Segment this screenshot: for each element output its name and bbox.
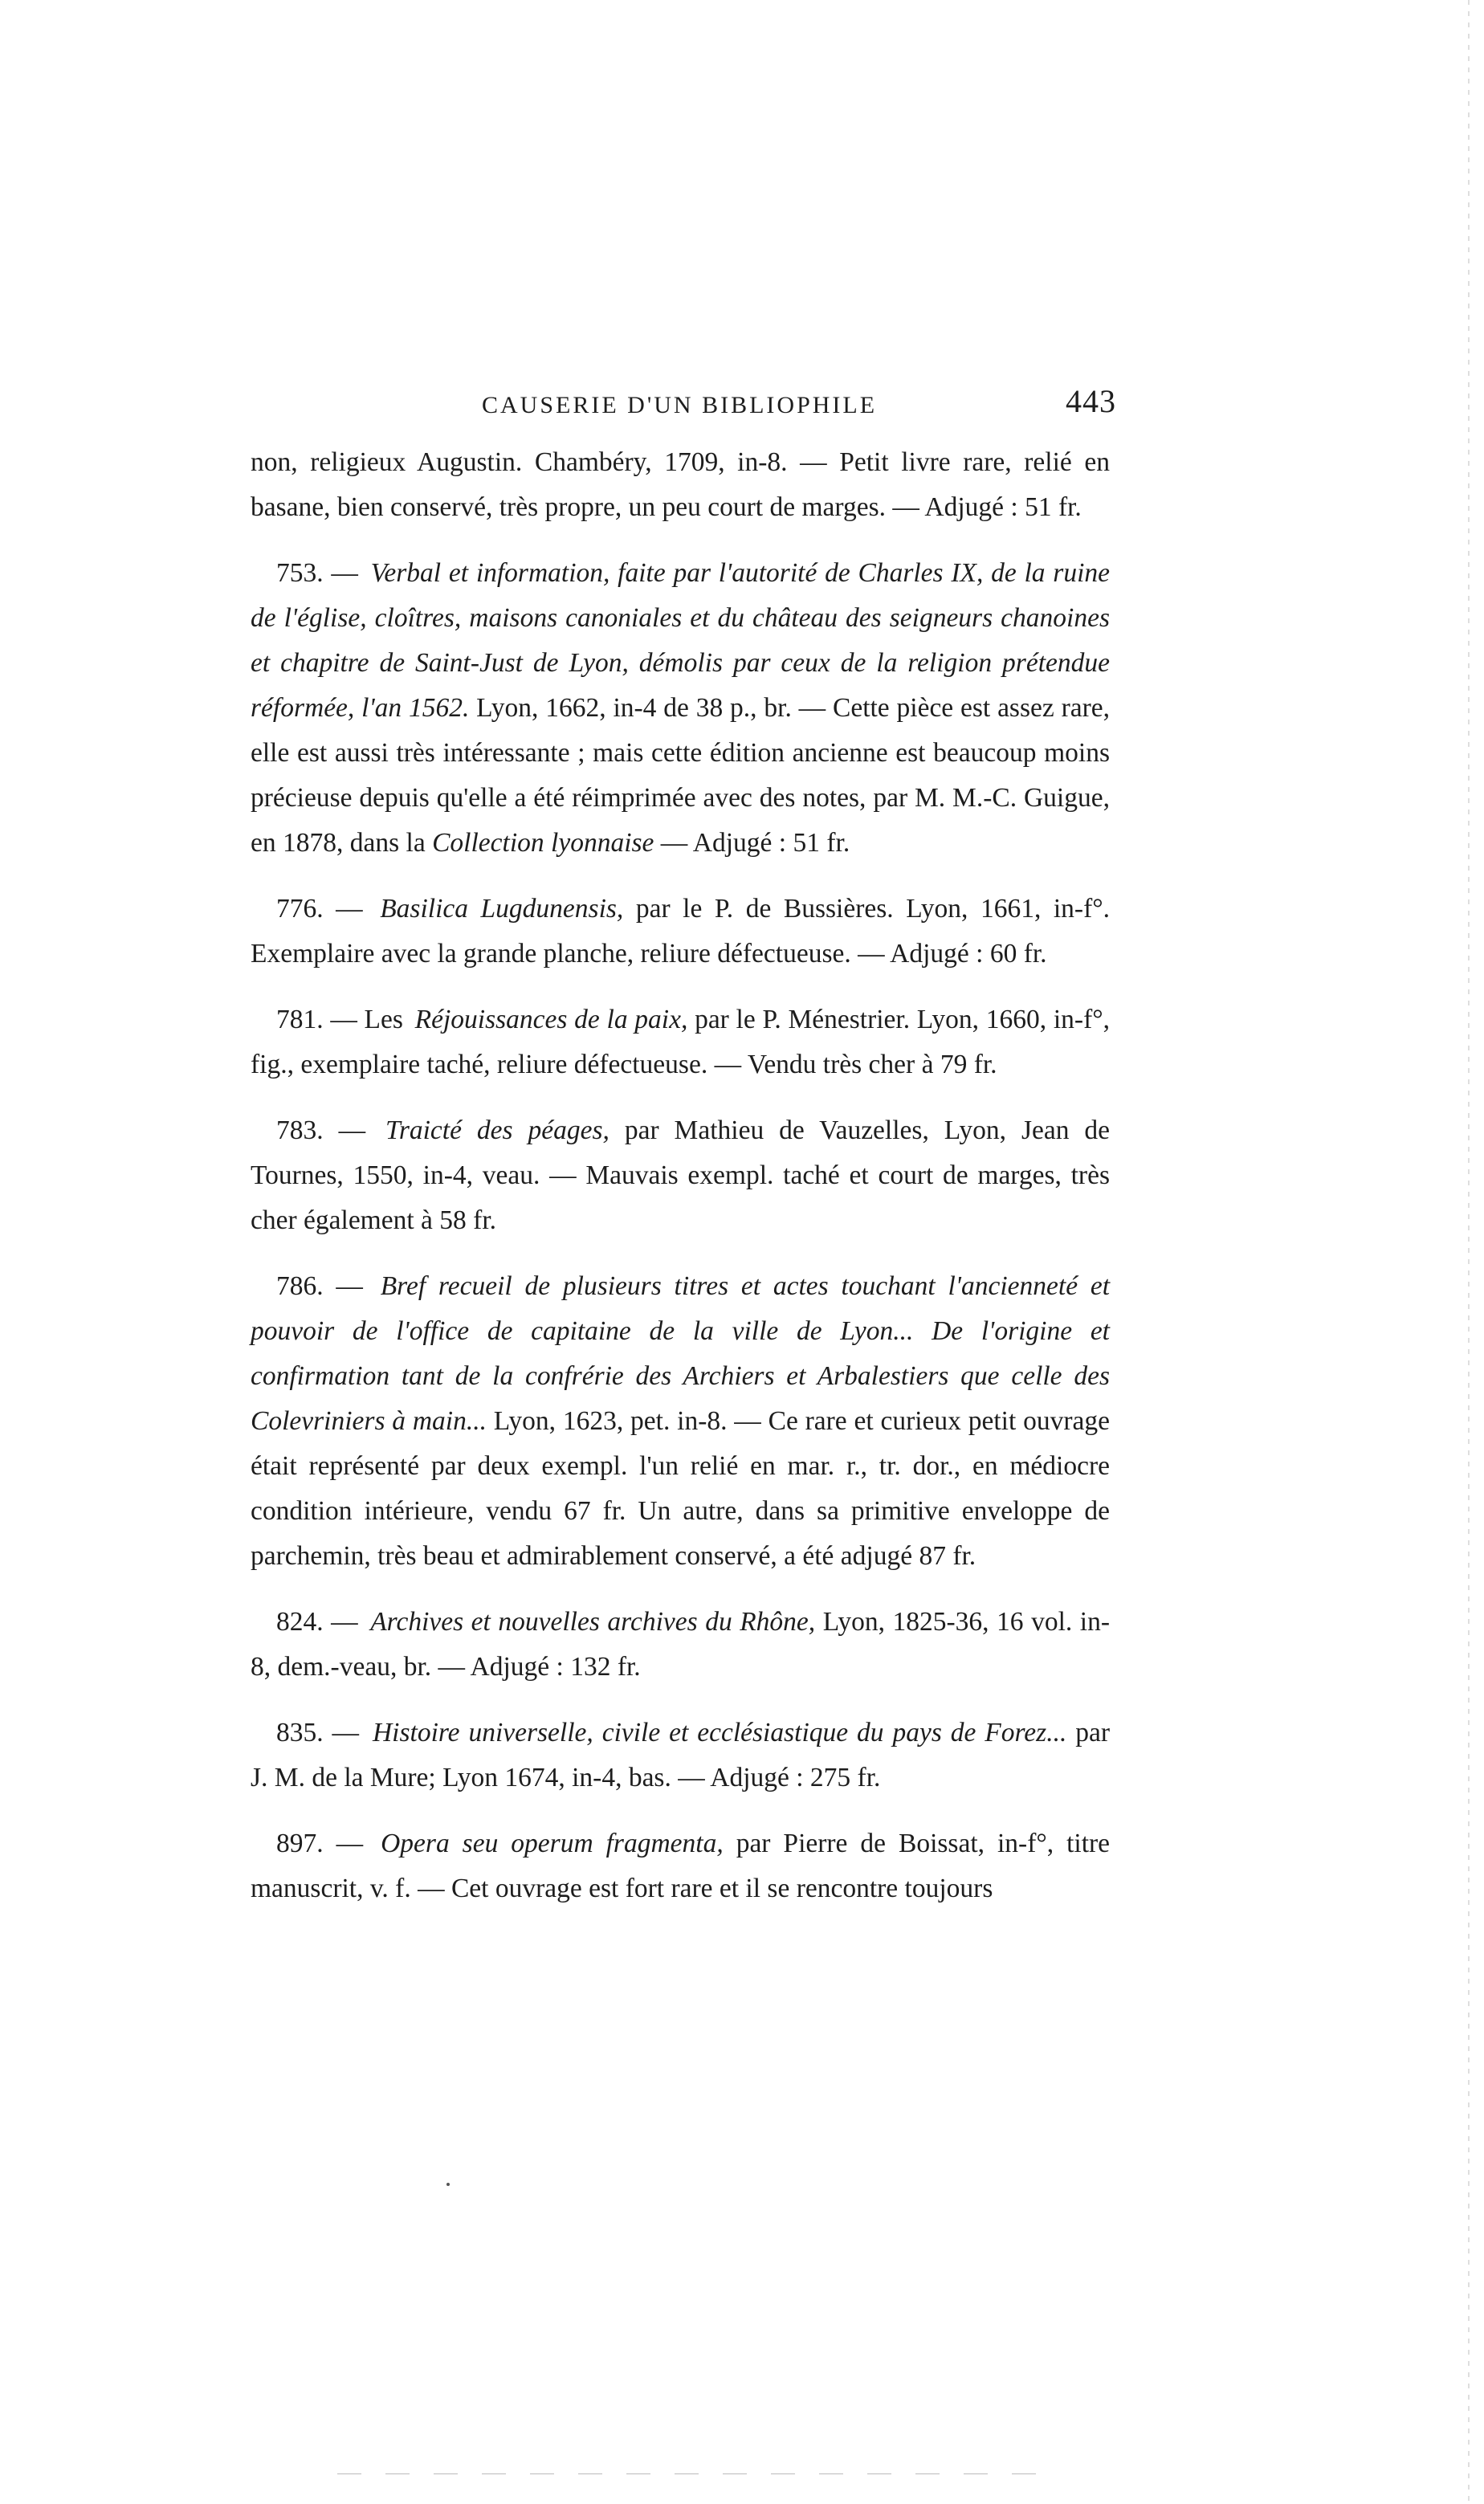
entry-text: Lyon, 1825-36, 16 vol. in-8, dem.-veau, br. — Adjugé : 132 fr. [251, 1607, 1110, 1682]
bottom-scan-artifact [337, 2473, 1060, 2474]
entry-title: Bref recueil de plusieurs titres et actes touchant l'ancienneté et pouvoir de l'office de capitaine de la ville de Lyon... De l'origine et confirmation tant de la confrérie des Archiers et Arbalestiers que celle des Colevriniers à main... [251, 1271, 1111, 1436]
entry-text: Lyon, 1662, in-4 de 38 p., br. — Cette pièce est assez rare, elle est aussi très intéressante ; mais cette édition ancienne est beaucoup moins précieuse depuis qu'elle a été réimprimée avec des notes, par M. M.-C. Guigue, en 1878, dans la [251, 693, 1111, 858]
entry-text: par le P. Ménestrier. Lyon, 1660, in-f°, fig., exemplaire taché, reliure défectueuse. — Vendu très cher à 79 fr. [251, 1005, 1111, 1079]
entry-title: Traicté des péages, [385, 1115, 610, 1145]
ink-speck [446, 2183, 450, 2186]
entry-776 [251, 887, 1110, 977]
entry-753 [251, 551, 1110, 866]
entry-number: 781. — Les [276, 1005, 403, 1034]
entry-783 [251, 1108, 1110, 1243]
entry-897 [251, 1821, 1110, 1911]
running-header [249, 377, 1116, 426]
entry-835 [251, 1711, 1110, 1801]
entry-text: par Pierre de Boissat, in-f°, titre manuscrit, v. f. — Cet ouvrage est fort rare et il se rencontre toujours [251, 1829, 1111, 1903]
entry-number: 824. — [276, 1607, 358, 1637]
entry-number: 753. — [276, 558, 358, 588]
entry-text: non, religieux Augustin. Chambéry, 1709, in-8. — Petit livre rare, relié en basane, bien conservé, très propre, un peu court de marges. — Adjugé : 51 fr. [251, 447, 1110, 522]
entry-text: par le P. de Bussières. Lyon, 1661, in-f°. Exemplaire avec la grande planche, reliure défectueuse. — Adjugé : 60 fr. [251, 894, 1111, 969]
entry-title: Basilica Lugdunensis, [380, 894, 624, 924]
entry-number: 835. — [276, 1718, 360, 1747]
entry-title: Réjouissances de la paix, [414, 1005, 688, 1034]
scan-edge-mark [1468, 0, 1470, 2504]
entry-number: 783. — [276, 1115, 366, 1145]
entry-text-tail: — Adjugé : 51 fr. [660, 828, 850, 858]
entry-number: 786. — [276, 1271, 363, 1301]
body-text [251, 440, 1110, 1932]
entry-title: Opera seu operum fragmenta, [381, 1829, 724, 1858]
entry-number: 776. — [276, 894, 363, 924]
entry-title-collection: Collection lyonnaise [432, 828, 654, 858]
entry-title: Histoire universelle, civile et ecclésiastique du pays de Forez... [372, 1718, 1067, 1747]
entry-continuation [251, 440, 1110, 530]
entry-text: par J. M. de la Mure; Lyon 1674, in-4, bas. — Adjugé : 275 fr. [251, 1718, 1111, 1792]
entry-786 [251, 1264, 1110, 1579]
entry-text: Lyon, 1623, pet. in-8. — Ce rare et curieux petit ouvrage était représenté par deux exempl. l'un relié en mar. r., tr. dor., en médiocre condition intérieure, vendu 67 fr. Un autre, dans sa primitive enveloppe de parchemin, très beau et admirablement conservé, a été adjugé 87 fr. [251, 1406, 1110, 1571]
running-title: CAUSERIE D'UN BIBLIOPHILE [482, 392, 878, 418]
entry-title: Archives et nouvelles archives du Rhône, [370, 1607, 816, 1637]
entry-824 [251, 1600, 1110, 1690]
page-number: 443 [1066, 383, 1116, 419]
entry-title: Verbal et information, faite par l'autorité de Charles IX, de la ruine de l'église, cloîtres, maisons canoniales et du château des seigneurs chanoines et chapitre de Saint-Just de Lyon, démolis par ceux de la religion prétendue réformée, l'an 1562. [251, 558, 1110, 723]
entry-781 [251, 997, 1110, 1087]
entry-number: 897. — [276, 1829, 364, 1858]
entry-text: par Mathieu de Vauzelles, Lyon, Jean de Tournes, 1550, in-4, veau. — Mauvais exempl. taché et court de marges, très cher également à 58 fr. [251, 1115, 1111, 1235]
